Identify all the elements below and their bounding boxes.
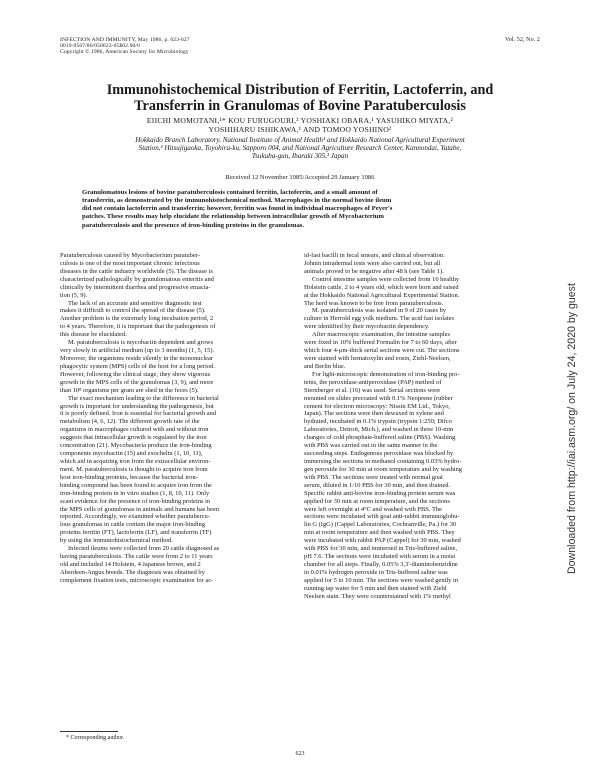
body-text-line: iron-binding protein in in vitro studies (1, 8, 10, 11). Only <box>60 489 210 497</box>
body-text-line: with PBS for 30 min, and immersed in Tris-buffered saline, <box>304 545 458 553</box>
affiliations <box>60 136 540 161</box>
body-column-right <box>304 252 541 601</box>
body-text-line: id-fast bacilli in fecal smears, and clinical observation. <box>304 252 445 259</box>
body-text-line: For light-microscopic demonstration of iron-binding pro- <box>312 370 460 378</box>
body-text-line: culosis is one of the most important chronic infectious <box>60 259 200 267</box>
body-text-line: Moreover, the organisms reside silently in the mononuclear <box>60 354 214 362</box>
download-link-text[interactable]: Downloaded from http://iai.asm.org/ on July 24, 2020 by guest <box>566 283 578 574</box>
body-text-line: proteins ferritin (FT), lactoferrin (LF), and transferrin (TF) <box>60 529 212 537</box>
abstract-line: Granulomatous lesions of bovine paratuberculosis contained ferritin, lactoferrin, and a small amount of <box>82 189 378 196</box>
body-text-line: Another problem is the extremely long incubation period, 2 <box>60 315 214 323</box>
body-text-line: The herd was known to be free from paratuberculosis. <box>304 299 444 307</box>
body-text-line: binding compound has been found to acquire iron from the <box>60 481 212 489</box>
body-text-line: The exact mechanism leading to the difference in bacterial <box>68 394 219 402</box>
body-text-line: diseases in the cattle industry worldwide (5). The disease is <box>60 267 213 275</box>
body-text-line: characterized pathologically by granulomatous enteritis and <box>60 275 214 283</box>
body-text-line: the MPS cells of granulomas in animals and humans has been <box>60 505 220 513</box>
body-text-line: chamber for all steps. Finally, 0.05% 3,3'-diaminobenzidine <box>304 560 458 568</box>
body-text-line: and Berlin blue. <box>304 362 346 370</box>
abstract-line: paratuberculosis and the presence of iron-binding proteins in the granulomas. <box>82 221 305 229</box>
abstract <box>82 189 522 230</box>
journal-code: 0019-9567/86/050623-05$02.00/0 <box>60 43 140 50</box>
body-text-line: were incubated with rabbit PAP (Cappel) for 30 min, washed <box>304 537 461 545</box>
body-text-line: running tap water for 5 min and then stained with Ziehl <box>304 584 447 592</box>
body-text-line: Specific rabbit anti-bovine iron-binding protein serum was <box>304 489 456 497</box>
body-text-line: which aid in acquiring iron from the extracellular environ- <box>60 457 211 465</box>
body-text-line: by using the immunohistochemical method. <box>60 537 173 545</box>
body-text-line: with PBS. The sections were treated with normal goat <box>304 473 443 481</box>
body-text-line: cement for electron microscopy: Nissin EM Ltd., Tokyo, <box>304 402 451 410</box>
body-text-line: suggests that intracellular growth is regulated by the iron <box>60 434 207 442</box>
author-list <box>50 116 550 134</box>
body-text-line: growth is important for understanding the pathogenesis, but <box>60 402 214 410</box>
body-text-line: teins, the peroxidase-antiperoxidase (PAP) method of <box>304 378 442 386</box>
abstract-line: patches. These results may help elucidate the relationship between intracellular growth of Mycobacterium <box>82 213 384 221</box>
body-text-line: Johnin intradermal tests were also carried out, but all <box>304 259 441 267</box>
journal-copyright: Copyright © 1986, American Society for Microbiology <box>60 49 189 56</box>
body-text-line: M. paratuberculosis is mycobactin dependent and grows <box>68 339 213 347</box>
body-text-line: Control intestine samples were collected from 10 healthy <box>312 275 460 283</box>
body-text-line: phagocytic system (MPS) cells of the host for a long period. <box>60 362 216 370</box>
body-text-line: very slowly in artificial medium (up to 3 months) (1, 5, 15). <box>60 347 215 355</box>
body-text-line: ment. M. paratuberculosis is thought to acquire iron from <box>60 465 208 473</box>
abstract-line: transferrin, as demonstrated by the immunohistochemical method. Macrophages in the normal bovine ileum <box>82 197 392 205</box>
abstract-line: did not contain lactoferrin and transferrin; however, ferritin was found in individual macrophages of Peyer's <box>82 205 393 213</box>
body-text-line: mounted on slides precoated with 0.1% Neoprene (rubber <box>304 394 453 402</box>
body-text-line: old and included 14 Holstein, 4 Japanese brown, and 2 <box>60 560 201 568</box>
footnote: * Corresponding author. <box>66 735 125 741</box>
body-text-line: pH 7.6. The sections were incubated with serum in a moist <box>304 553 456 561</box>
body-text-line: lin G (IgG) (Cappel Laboratories, Cochranville, Pa.) for 30 <box>304 521 457 529</box>
body-text-line: Laboratories, Detroit, Mich.), and washed in three 10-min <box>304 426 454 434</box>
body-text-line: min at room temperature and then washed with PBS. They <box>304 529 455 537</box>
body-text-line: host iron-binding proteins, because the bacterial iron- <box>60 473 198 481</box>
author-line: EIICHI MOMOTANI,¹* KOU FURUGOURI,² YOSHIAKI OBARA,¹ YASUHIKO MIYATA,² <box>146 116 454 125</box>
body-text-line: lous granulomas in cattle contain the major iron-binding <box>60 521 205 529</box>
body-text-line: were identified by their mycobactin dependency. <box>304 323 430 331</box>
affiliation-line: Hokkaido Branch Laboratory, National Institute of Animal Health¹ and Hokkaido National Agricultural Experiment <box>135 136 465 144</box>
title-line: Immunohistochemical Distribution of Ferritin, Lactoferrin, and <box>106 82 494 98</box>
author-line: YOSHIHARU ISHIKAWA,¹ AND TOMOO YOSHINO² <box>208 125 392 135</box>
body-text-line: were left overnight at 4°C and washed with PBS. The <box>304 505 442 513</box>
body-text-line: at the Hokkaido National Agricultural Experimental Station. <box>304 291 460 299</box>
body-text-line: than 10⁸ organisms per gram are shed in the feces (5). <box>60 386 199 394</box>
body-text-line: metabolism (4, 6, 12). The different growth rate of the <box>60 418 200 426</box>
body-text-line: sections were incubated with goat anti-rabbit immunoglobu- <box>304 513 460 521</box>
body-text-line: Japan). The sections were then dewaxed in xylene and <box>304 410 444 418</box>
body-text-line: hydrated, incubated in 0.1% trypsin (trypsin 1:250; Difco <box>304 418 452 426</box>
body-text-line: growth in the MPS cells of the granulomas (3, 9), and more <box>60 378 214 386</box>
body-text-line: having paratuberculosis. The cattle were from 2 to 11 years <box>60 553 213 561</box>
body-text-line: Holstein cattle, 2 to 4 years old, which were born and raised <box>304 283 459 291</box>
body-text-line: tion (5, 9). <box>60 291 88 299</box>
body-text-line: Neelsen stain. They were counterstained with 1% methyl <box>304 592 451 600</box>
received-date: Received 12 November 1985/Accepted 29 January 1986 <box>225 174 375 181</box>
affiliation-line: Station,² Hitsujigaoka, Toyohira-ku, Sapporo 004, and National Agriculture Research Center, Kannondai, Yatabe, <box>138 144 462 153</box>
body-text-line: applied for 5 to 10 min. The sections were washed gently in <box>304 576 458 584</box>
body-text-line: changes of cold phosphate-buffered saline (PBS). Washing <box>304 434 456 442</box>
body-column-left <box>60 252 297 585</box>
volume-info <box>505 37 540 43</box>
body-text-line: Aberdeen-Angus breeds. The diagnosis was obtained by <box>60 568 205 576</box>
body-text-line: The lack of an accurate and sensitive diagnostic test <box>68 299 202 307</box>
journal-citation: INFECTION AND IMMUNITY, May 1986, p. 623-627 <box>60 37 190 43</box>
body-text-line: succeeding steps. Endogenous peroxidase was blocked by <box>304 450 454 458</box>
body-text-line: in 0.01% hydrogen peroxide in Tris-buffered saline was <box>304 568 448 576</box>
body-text-line: After macroscopic examination, the intestine samples <box>312 331 451 339</box>
body-text-line: complement fixation tests, microscopic examination for ac- <box>60 576 214 584</box>
body-text-line: applied for 30 min at room temperature, and the sections <box>304 497 450 505</box>
title-line: Transferrin in Granulomas of Bovine Paratuberculosis <box>134 97 466 114</box>
body-text-line: immersing the sections in methanol containing 0.03% hydro- <box>304 457 462 465</box>
footnote-divider <box>60 731 118 732</box>
body-text-line: Infected ileums were collected from 20 cattle diagnosed as <box>68 545 220 553</box>
body-text-line: gen peroxide for 30 min at room temperature and by washing <box>304 465 463 473</box>
body-text-line: serum, diluted in 1/10 PBS for 30 min, and then drained. <box>304 481 451 489</box>
body-text-line: However, following the clinical stage, they show vigorous <box>60 370 211 378</box>
paper-title <box>40 83 560 114</box>
body-text-line: clinically by intermittent diarrhea and progressive emacia- <box>60 283 211 291</box>
body-text-line: Sternberger et al. (16) was used. Serial sections were <box>304 386 441 394</box>
body-text-line: animals proved to be negative after 48 h (see Table 1). <box>304 267 444 275</box>
body-text-line: M. paratuberculosis was isolated in 9 of 20 cases by <box>312 307 447 315</box>
body-text-line: were fixed in 10% buffered Formalin for 7 to 60 days, after <box>304 339 457 347</box>
body-text-line: to 4 years. Therefore, it is important that the pathogenesis of <box>60 323 216 331</box>
affiliation-line: Tsukuba-gun, Ibaraki 305,³ Japan <box>251 152 349 161</box>
volume-number: Vol. 52, No. 2 <box>505 37 540 43</box>
body-text-line: culture in Herrold egg yolk medium. The acid fast isolates <box>304 315 455 323</box>
body-text-line: Paratuberculosis caused by Mycobacterium paratuber- <box>60 252 201 259</box>
body-text-line: it is poorly defined. Iron is essential for bacterial growth and <box>60 410 217 418</box>
body-text-line: components mycobactin (15) and exochelin (1, 10, 11), <box>60 450 203 458</box>
body-text-line: scant evidence for the presence of iron-binding proteins in <box>60 497 211 505</box>
page-number: 623 <box>295 751 305 757</box>
journal-header <box>60 37 250 56</box>
body-text-line: organisms in macrophages cultured with and without iron <box>60 426 209 434</box>
body-text-line: which four 4-μm-thick serial sections were cut. The sections <box>304 347 460 355</box>
body-text-line: makes it difficult to control the spread of the disease (5). <box>60 307 206 315</box>
body-text-line: reported. Accordingly, we examined whether paratubercu- <box>60 513 210 521</box>
body-text-line: this disease be elucidated. <box>60 331 127 339</box>
body-text-line: were stained with hematoxylin and eosin, Ziehl-Neelsen, <box>304 354 451 362</box>
body-text-line: with PBS was carried out in the same manner in the <box>304 442 438 450</box>
body-text-line: concentration (21). Mycobacteria produce the iron-binding <box>60 442 212 450</box>
